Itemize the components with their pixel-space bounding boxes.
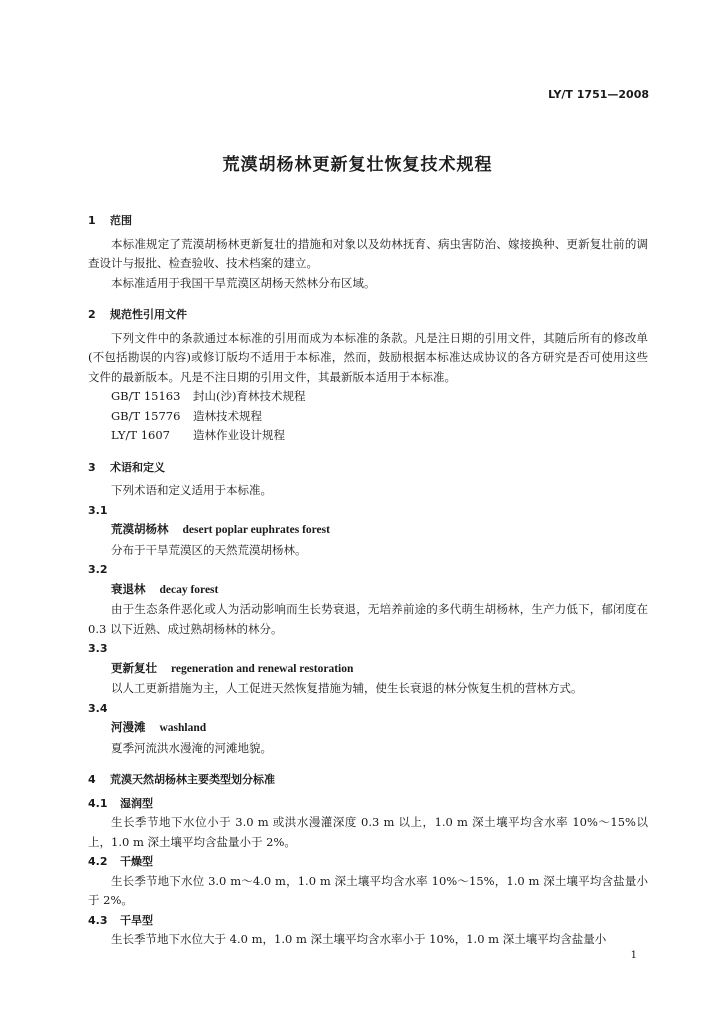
section-1-heading bbox=[88, 211, 648, 231]
term-heading bbox=[88, 580, 648, 601]
paragraph: 本标准规定了荒漠胡杨林更新复壮的措施和对象以及幼林抚育、病虫害防治、嫁接换种、更新复壮前的调查设计与报批、检查验收、技术档案的建立。 bbox=[88, 236, 648, 270]
term-heading bbox=[88, 659, 648, 680]
term-en: washland bbox=[159, 722, 207, 734]
term-definition: 分布于干旱荒漠区的天然荒漠胡杨林。 bbox=[111, 542, 307, 557]
document-title: 荒漠胡杨林更新复壮恢复技术规程 bbox=[222, 155, 493, 175]
subsection-title: 湿润型 bbox=[120, 796, 153, 810]
term-number: 3.1 bbox=[88, 503, 108, 517]
term-definition: 以人工更新措施为主，人工促进天然恢复措施为辅，使生长衰退的林分恢复生机的营林方式。 bbox=[111, 681, 583, 695]
paragraph: 生长季节地下水位大于 4.0 m，1.0 m 深土壤平均含水率小于 10%，1.0 m 深土壤平均含盐量小 bbox=[111, 932, 607, 946]
subsection-number: 4.1 bbox=[88, 796, 108, 810]
document-body bbox=[88, 205, 648, 950]
paragraph: 下列文件中的条款通过本标准的引用而成为本标准的条款。凡是注日期的引用文件，其随后所有的修改单(不包括勘误的内容)或修订版均不适用于本标准，然而，鼓励根据本标准达成协议的各方研究是否可使用这些文件的最新版本。凡是不注日期的引用文件，其最新版本适用于本标准。 bbox=[88, 330, 648, 384]
term-definition: 夏季河流洪水漫淹的河滩地貌。 bbox=[111, 740, 272, 755]
section-number: 3 bbox=[88, 460, 96, 474]
section-title: 范围 bbox=[110, 214, 132, 227]
subsection-number: 4.3 bbox=[88, 913, 108, 927]
subsection-heading bbox=[88, 852, 648, 872]
section-4-heading bbox=[88, 770, 648, 790]
reference-code: GB/T 15163 bbox=[111, 389, 181, 403]
subsection-number: 4.2 bbox=[88, 855, 108, 868]
section-title: 荒漠天然胡杨林主要类型划分标准 bbox=[110, 773, 275, 786]
section-number: 4 bbox=[88, 773, 96, 786]
term-en: decay forest bbox=[159, 583, 219, 596]
paragraph: 生长季节地下水位 3.0 m～4.0 m，1.0 m 深土壤平均含水率 10%～15%，1.0 m 深土壤平均含盐量小于 2%。 bbox=[88, 873, 648, 907]
subsection-title: 干旱型 bbox=[120, 913, 153, 927]
term-cn: 河漫滩 bbox=[111, 720, 146, 734]
term-cn: 衰退林 bbox=[111, 581, 146, 596]
section-number: 2 bbox=[88, 308, 96, 321]
paragraph: 下列术语和定义适用于本标准。 bbox=[111, 483, 272, 497]
reference-name: 造林技术规程 bbox=[193, 408, 262, 423]
reference-name: 造林作业设计规程 bbox=[193, 428, 285, 442]
term-en: regeneration and renewal restoration bbox=[171, 662, 354, 675]
reference-code: GB/T 15776 bbox=[111, 408, 181, 423]
term-heading bbox=[88, 718, 648, 739]
term-cn: 荒漠胡杨林 bbox=[111, 522, 169, 536]
page-number: 1 bbox=[630, 950, 637, 961]
term-heading bbox=[88, 520, 648, 541]
reference-item bbox=[88, 407, 648, 427]
term-en: desert poplar euphrates forest bbox=[182, 524, 330, 536]
reference-item bbox=[88, 387, 648, 407]
term-number: 3.3 bbox=[88, 642, 108, 655]
subsection-title: 干燥型 bbox=[120, 855, 153, 868]
paragraph: 本标准适用于我国干旱荒漠区胡杨天然林分布区域。 bbox=[111, 275, 376, 290]
subsection-heading bbox=[88, 911, 648, 931]
section-number: 1 bbox=[88, 214, 96, 227]
section-3-heading bbox=[88, 458, 648, 478]
section-title: 术语和定义 bbox=[110, 460, 165, 474]
section-title: 规范性引用文件 bbox=[110, 308, 187, 321]
term-cn: 更新复壮 bbox=[111, 660, 157, 675]
reference-item bbox=[88, 426, 648, 446]
paragraph: 生长季节地下水位小于 3.0 m 或洪水漫灌深度 0.3 m 以上，1.0 m 深土壤平均含水率 10%～15%以上，1.0 m 深土壤平均含盐量小于 2%。 bbox=[88, 815, 648, 849]
term-number: 3.2 bbox=[88, 563, 108, 576]
subsection-heading bbox=[88, 794, 648, 814]
term-definition: 由于生态条件恶化或人为活动影响而生长势衰退，无培养前途的多代萌生胡杨林，生产力低下，郁闭度在 0.3 以下近熟、成过熟胡杨林的林分。 bbox=[88, 602, 648, 636]
term-number: 3.4 bbox=[88, 701, 108, 715]
section-2-heading bbox=[88, 305, 648, 325]
reference-code: LY/T 1607 bbox=[111, 428, 170, 442]
reference-name: 封山(沙)育林技术规程 bbox=[193, 389, 306, 403]
standard-code: LY/T 1751—2008 bbox=[548, 88, 649, 101]
